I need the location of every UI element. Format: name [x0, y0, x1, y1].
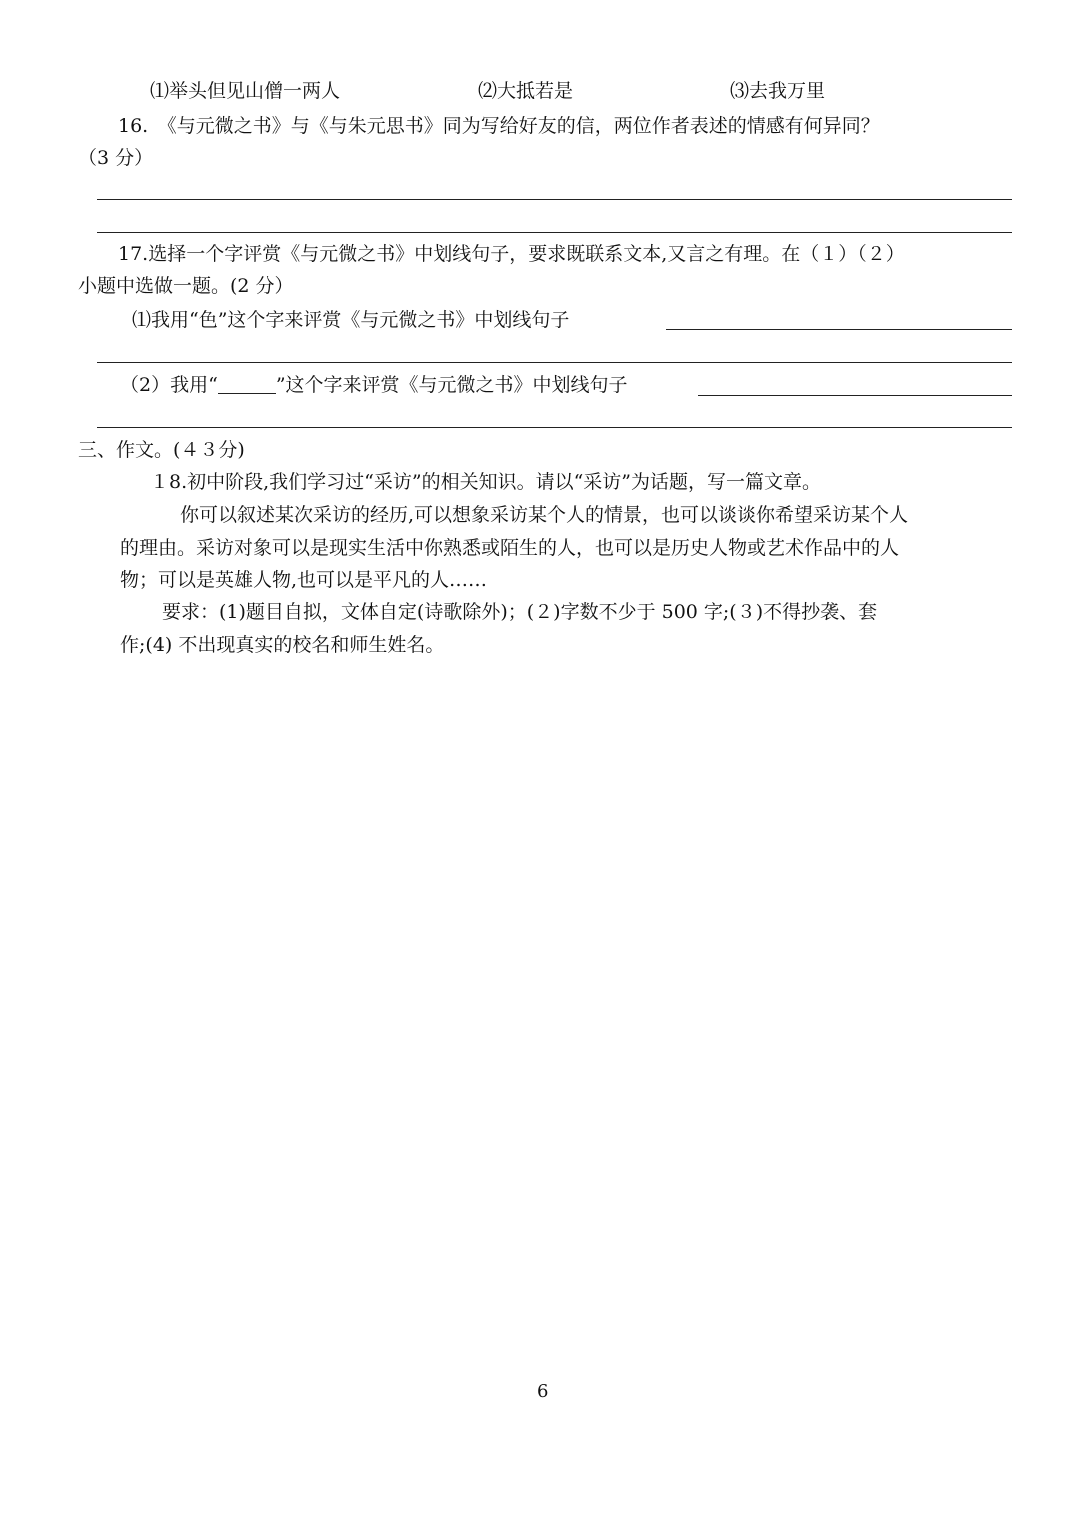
q17-option-2	[120, 373, 628, 397]
q18-prompt: １8.初中阶段,我们学习过“采访”的相关知识。请以“采访”为话题，写一篇文章。	[150, 471, 822, 493]
q16-question-line2: （3 分）	[78, 147, 154, 169]
page-number: 6	[537, 1381, 549, 1402]
q17-option-2-prefix: （2）我用“	[120, 374, 218, 396]
q16-answer-line-2[interactable]	[97, 232, 1012, 233]
section-3-title: 三、作文。(４３分)	[78, 439, 245, 461]
q18-requirements-line2: 作;(4) 不出现真实的校名和师生姓名。	[120, 634, 445, 656]
q15-item-2: ⑵大抵若是	[478, 80, 574, 102]
q15-item-1: ⑴举头但见山僧一两人	[150, 80, 341, 102]
q17-option-1-answer-line-2[interactable]	[97, 362, 1012, 363]
q17-question-line1: 17.选择一个字评赏《与元微之书》中划线句子，要求既联系文本,又言之有理。在（１）（２）	[118, 243, 905, 265]
q17-option-2-char-blank[interactable]	[218, 373, 276, 394]
q18-para-line2: 的理由。采访对象可以是现实生活中你熟悉或陌生的人，也可以是历史人物或艺术作品中的人	[120, 537, 900, 559]
q17-option-2-answer-line-2[interactable]	[97, 427, 1012, 428]
q16-answer-line-1[interactable]	[97, 199, 1012, 200]
q17-question-line2: 小题中选做一题。(2 分）	[78, 275, 294, 297]
q15-item-3: ⑶去我万里	[730, 80, 826, 102]
q17-option-1-answer-line[interactable]	[666, 329, 1012, 330]
q18-requirements-line1: 要求：(1)题目自拟，文体自定(诗歌除外)；(２)字数不少于 500 字;(３)不得抄袭、套	[162, 601, 878, 623]
q18-para-line1: 你可以叙述某次采访的经历,可以想象采访某个人的情景，也可以谈谈你希望采访某个人	[180, 504, 909, 526]
q16-question-line1: 16. 《与元微之书》与《与朱元思书》同为写给好友的信，两位作者表述的情感有何异同？	[118, 115, 880, 137]
q17-option-2-answer-line[interactable]	[698, 395, 1012, 396]
q18-para-line3: 物；可以是英雄人物,也可以是平凡的人……	[120, 569, 488, 591]
q17-option-2-suffix: ”这个字来评赏《与元微之书》中划线句子	[275, 374, 628, 396]
q17-option-1: ⑴我用“色”这个字来评赏《与元微之书》中划线句子	[132, 309, 570, 331]
